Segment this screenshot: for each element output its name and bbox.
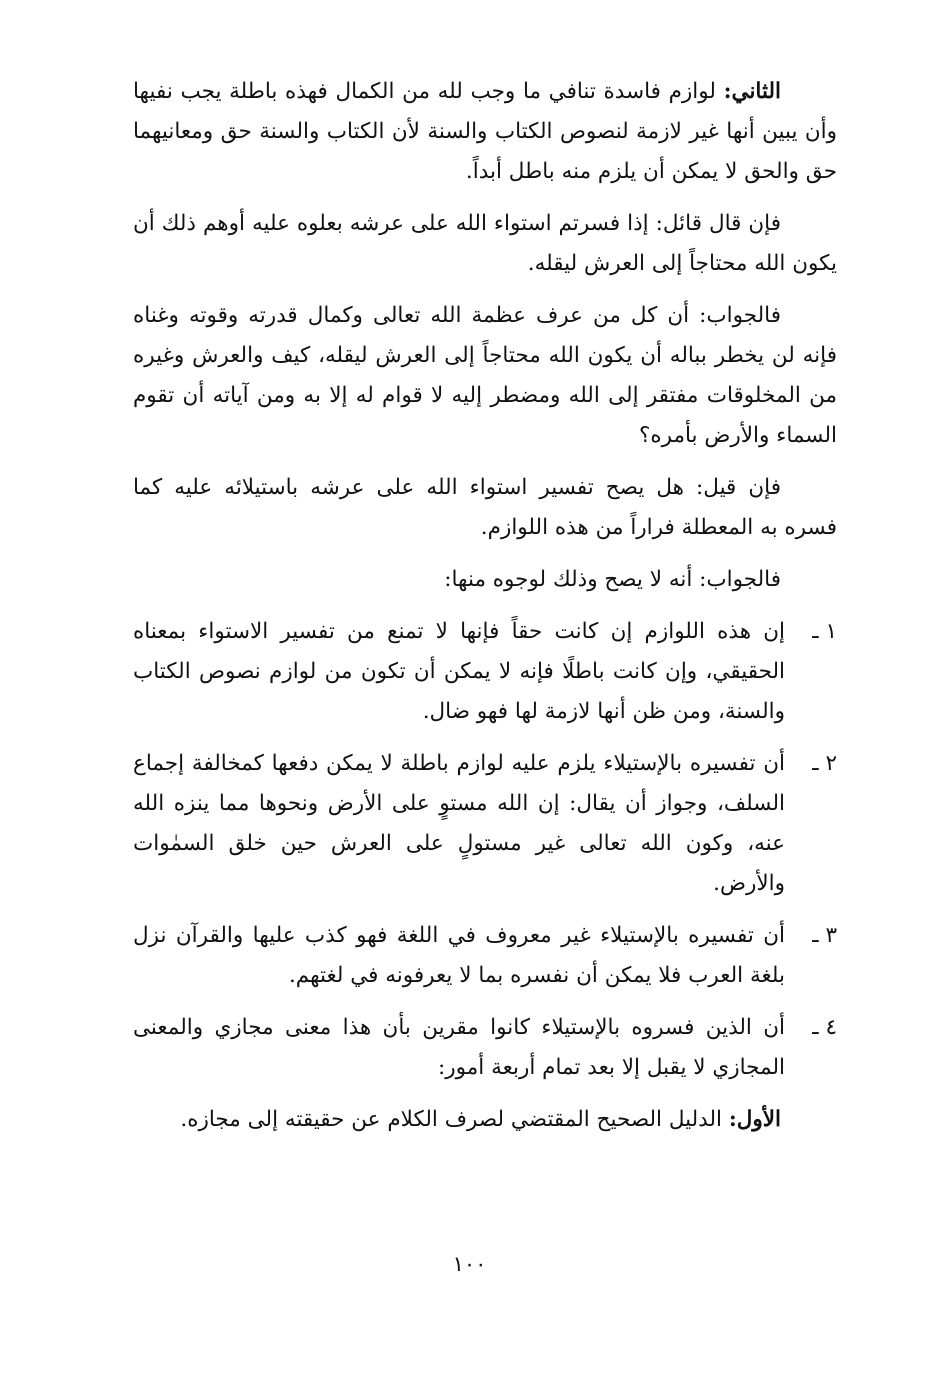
list-item	[133, 916, 837, 996]
list-item	[133, 612, 837, 732]
page-number: ١٠٠	[452, 1252, 487, 1276]
paragraph-lead: الأول:	[728, 1107, 781, 1132]
list-item-number: ١ ـ	[812, 619, 837, 644]
list-item-number: ٣ ـ	[812, 923, 837, 948]
list-item-text: أن تفسيره بالإستيلاء غير معروف في اللغة فهو كذب عليها والقرآن نزل بلغة العرب فلا يمكن أن نفسره بما لا يعرفونه في لغتهم.	[133, 923, 785, 988]
list-item-text: أن الذين فسروه بالإستيلاء كانوا مقرين بأن هذا معنى مجازي والمعنى المجازي لا يقبل إلا بعد تمام أربعة أمور:	[133, 1015, 785, 1080]
page-body	[133, 72, 837, 1152]
list-item-number: ٢ ـ	[812, 751, 837, 776]
list-item-text: أن تفسيره بالإستيلاء يلزم عليه لوازم باطلة لا يمكن دفعها كمخالفة إجماع السلف، وجواز أن يقال: إن الله مستوٍ على الأرض ونحوها مما ينزه الله عنه، وكون الله تعالى غير مستولٍ على العرش حين خلق السمٰوات والأرض.	[133, 751, 785, 896]
list-item-text: إن هذه اللوازم إن كانت حقاً فإنها لا تمنع من تفسير الاستواء بمعناه الحقيقي، وإن كانت باطلًا فإنه لا يمكن أن تكون من لوازم نصوص الكتاب والسنة، ومن ظن أنها لازمة لها فهو ضال.	[133, 619, 785, 724]
paragraph-second-point	[133, 72, 837, 192]
list-item-number: ٤ ـ	[812, 1015, 837, 1040]
paragraph-text: فالجواب: أن كل من عرف عظمة الله تعالى وكمال قدرته وقوته وغناه فإنه لن يخطر بباله أن يكون الله محتاجاً إلى العرش ليقله، كيف والعرش وغيره من المخلوقات مفتقر إلى الله ومضطر إليه لا قوام له إلا به ومن آياته أن تقوم السماء والأرض بأمره؟	[133, 303, 837, 448]
paragraph-objection-1	[133, 204, 837, 284]
paragraph-text: لوازم فاسدة تنافي ما وجب لله من الكمال فهذه باطلة يجب نفيها وأن يبين أنها غير لازمة لنصوص الكتاب والسنة لأن الكتاب والسنة حق ومعانيهما حق والحق لا يمكن أن يلزم منه باطل أبداً.	[133, 79, 837, 184]
paragraph-answer-2	[133, 560, 837, 600]
paragraph-first-condition	[133, 1100, 837, 1140]
list-item	[133, 744, 837, 904]
list-item	[133, 1008, 837, 1088]
paragraph-lead: الثاني:	[723, 79, 781, 104]
paragraph-text: فإن قيل: هل يصح تفسير استواء الله على عرشه باستيلائه عليه كما فسره به المعطلة فراراً من هذه اللوازم.	[133, 475, 837, 540]
paragraph-answer-1	[133, 296, 837, 456]
paragraph-text: الدليل الصحيح المقتضي لصرف الكلام عن حقيقته إلى مجازه.	[180, 1107, 729, 1132]
paragraph-text: فإن قال قائل: إذا فسرتم استواء الله على عرشه بعلوه عليه أوهم ذلك أن يكون الله محتاجاً إلى العرش ليقله.	[133, 211, 837, 276]
paragraph-text: فالجواب: أنه لا يصح وذلك لوجوه منها:	[444, 567, 781, 592]
paragraph-objection-2	[133, 468, 837, 548]
